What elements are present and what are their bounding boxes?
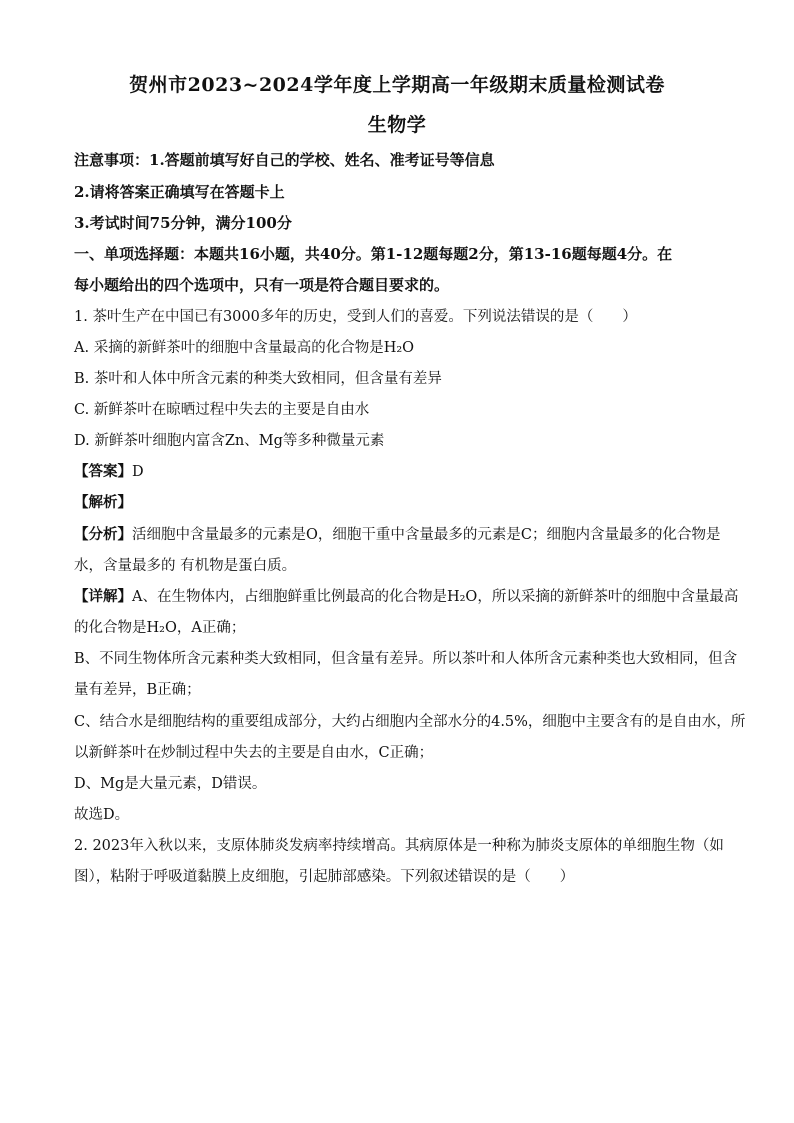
answer-value: D xyxy=(132,464,144,480)
xiangjie-line-7: D、Mg是大量元素，D错误。 xyxy=(74,776,267,792)
answer-tag: 【答案】 xyxy=(74,463,132,480)
question-1-option-c: C. 新鲜茶叶在晾晒过程中失去的主要是自由水 xyxy=(74,402,370,418)
fenxi-line-1 xyxy=(74,525,726,545)
section-heading-line-1: 一、单项选择题：本题共16小题，共40分。第1-12题每题2分，第13-16题每题4分。在 xyxy=(74,245,673,263)
question-1-option-a: A. 采摘的新鲜茶叶的细胞中含量最高的化合物是H₂O xyxy=(74,340,415,356)
xiangjie-line-5: C、结合水是细胞结构的重要组成部分，大约占细胞内全部水分的4.5%，细胞中主要含有的是自由水，所 xyxy=(74,714,746,730)
analysis-tag: 【解析】 xyxy=(74,494,132,511)
xiangjie-line-2: 的化合物是H₂O，A正确； xyxy=(74,620,246,636)
xiangjie-line-1 xyxy=(74,587,739,607)
subject-title: 生物学 xyxy=(367,114,427,136)
xiangjie-tag: 【详解】 xyxy=(74,588,132,605)
fenxi-tag: 【分析】 xyxy=(74,526,132,543)
xiangjie-line-4: 量有差异，B正确； xyxy=(74,682,201,698)
question-1-option-d: D. 新鲜茶叶细胞内富含Zn、Mg等多种微量元素 xyxy=(74,433,385,449)
exam-title: 贺州市2023~2024学年度上学期高一年级期末质量检测试卷 xyxy=(129,74,665,96)
question-1-stem: 1. 茶叶生产在中国已有3000多年的历史，受到人们的喜爱。下列说法错误的是（ ） xyxy=(74,309,637,325)
note-line-3: 3.考试时间75分钟，满分100分 xyxy=(74,214,292,232)
xiangjie-line-3: B、不同生物体所含元素种类大致相同，但含量有差异。所以茶叶和人体所含元素种类也大致相同，但含 xyxy=(74,651,738,667)
question-2-stem-line-2: 图），粘附于呼吸道黏膜上皮细胞，引起肺部感染。下列叙述错误的是（ ） xyxy=(74,869,575,885)
fenxi-line-2: 水，含量最多的 有机物是蛋白质。 xyxy=(74,558,297,574)
question-1-option-b: B. 茶叶和人体中所含元素的种类大致相同，但含量有差异 xyxy=(74,371,442,387)
note-line-1: 注意事项：1.答题前填写好自己的学校、姓名、准考证号等信息 xyxy=(74,151,495,169)
question-2-stem-line-1: 2. 2023年入秋以来，支原体肺炎发病率持续增高。其病原体是一种称为肺炎支原体的单细胞生物（如 xyxy=(74,838,724,854)
xiangjie-text-1: A、在生物体内，占细胞鲜重比例最高的化合物是H₂O，所以采摘的新鲜茶叶的细胞中含量最高 xyxy=(132,589,739,605)
note-line-2: 2.请将答案正确填写在答题卡上 xyxy=(74,183,285,201)
section-heading-line-2: 每小题给出的四个选项中，只有一项是符合题目要求的。 xyxy=(74,276,450,294)
xiangjie-line-6: 以新鲜茶叶在炒制过程中失去的主要是自由水，C正确； xyxy=(74,745,434,761)
answer-line xyxy=(74,462,726,482)
fenxi-text-1: 活细胞中含量最多的元素是O，细胞干重中含量最多的元素是C；细胞内含量最多的化合物是 xyxy=(132,527,721,543)
conclusion-line: 故选D。 xyxy=(74,807,130,823)
